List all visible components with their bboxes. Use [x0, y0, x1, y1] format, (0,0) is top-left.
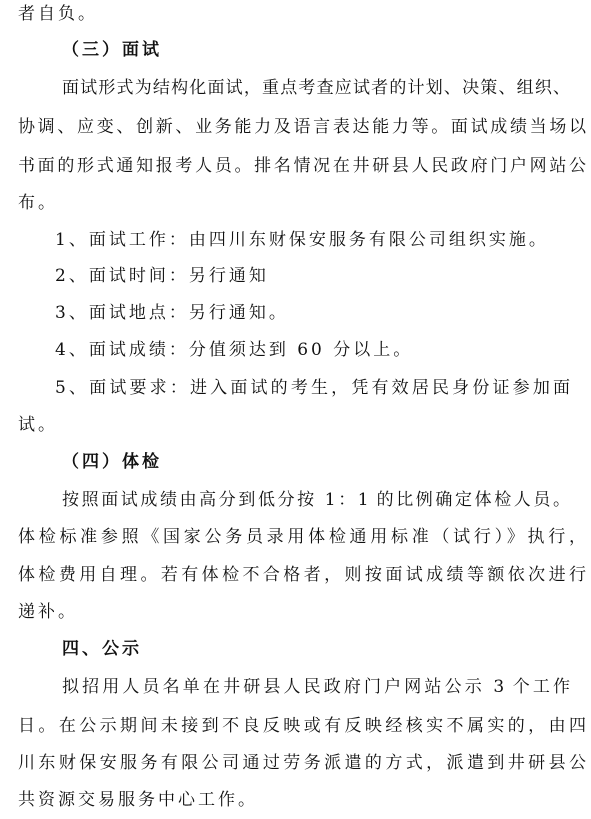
physical-para-line-4: 递补。: [18, 602, 78, 622]
physical-para-line-1: 按照面试成绩由高分到低分按 1：1 的比例确定体检人员。: [62, 490, 570, 510]
heading-physical: （四）体检: [62, 452, 162, 472]
physical-para-line-2: 体检标准参照《国家公务员录用体检通用标准（试行）》执行，: [18, 527, 586, 547]
interview-para-line-1: 面试形式为结构化面试，重点考查应试者的计划、决策、组织、: [62, 78, 570, 98]
heading-publicity: 四、公示: [62, 639, 142, 659]
publicity-para-line-3: 川东财保安服务有限公司通过劳务派遣的方式，派遣到井研县公: [18, 753, 586, 773]
fragment-top: 者自负。: [18, 4, 98, 24]
interview-item-3: 3、面试地点：另行通知。: [55, 303, 289, 323]
interview-para-line-4: 布。: [18, 193, 58, 213]
publicity-para-line-2: 日。在公示期间未接到不良反映或有反映经核实不属实的，由四: [18, 716, 586, 736]
interview-item-4: 4、面试成绩：分值须达到 60 分以上。: [55, 340, 414, 360]
interview-item-5-line-1: 5、面试要求：进入面试的考生，凭有效居民身份证参加面: [55, 378, 570, 398]
interview-para-line-2: 协调、应变、创新、业务能力及语言表达能力等。面试成绩当场以: [18, 117, 586, 137]
interview-para-line-3: 书面的形式通知报考人员。排名情况在井研县人民政府门户网站公: [18, 156, 586, 176]
physical-para-line-3: 体检费用自理。若有体检不合格者，则按面试成绩等额依次进行: [18, 565, 586, 585]
interview-item-1: 1、面试工作：由四川东财保安服务有限公司组织实施。: [55, 230, 549, 250]
interview-item-5-line-2: 试。: [18, 415, 58, 435]
heading-interview: （三）面试: [62, 40, 162, 60]
interview-item-2: 2、面试时间：另行通知: [55, 266, 269, 286]
publicity-para-line-4: 共资源交易服务中心工作。: [18, 790, 258, 810]
publicity-para-line-1: 拟招用人员名单在井研县人民政府门户网站公示 3 个工作: [62, 677, 570, 697]
